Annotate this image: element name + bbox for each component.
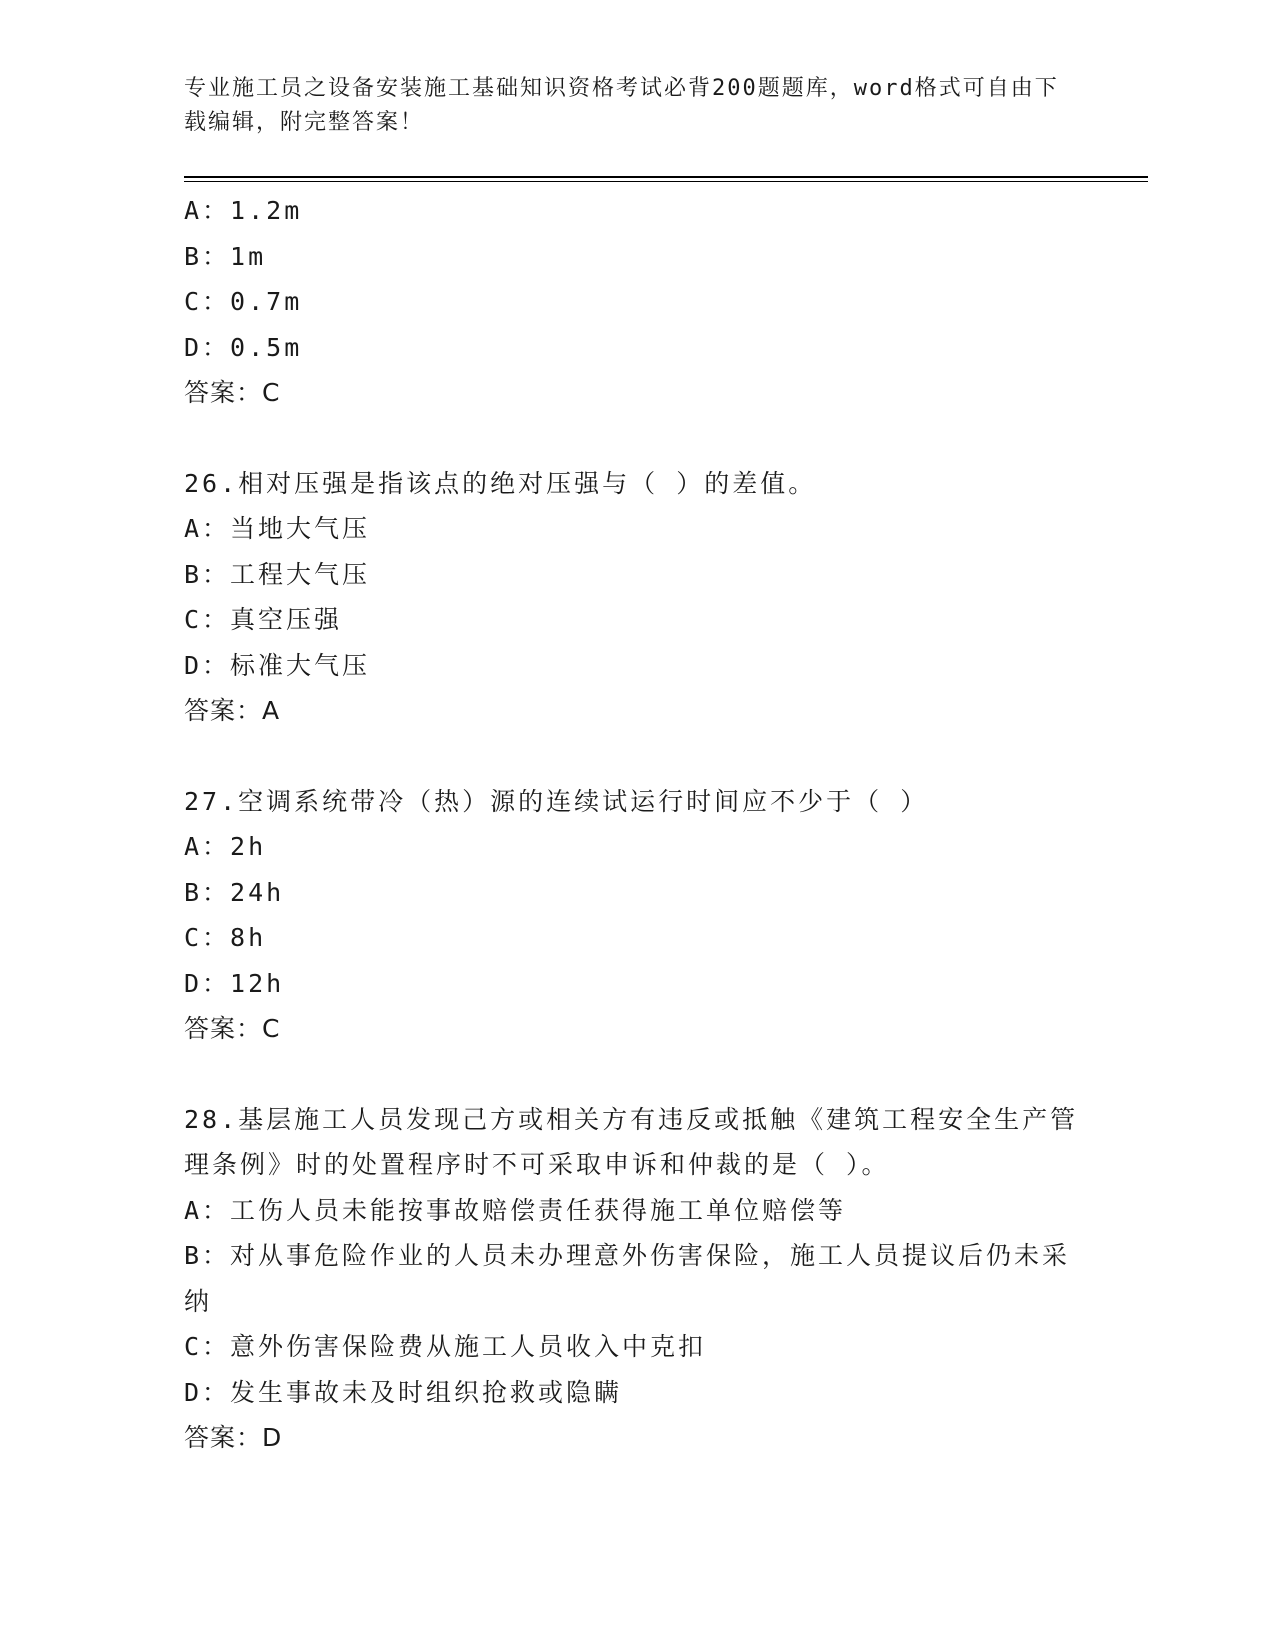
option-d: D：12h — [184, 968, 285, 998]
header-divider-thick — [184, 176, 1148, 178]
spacer — [184, 734, 1084, 779]
answer: 答案：C — [184, 378, 281, 407]
option-d: D：标准大气压 — [184, 650, 371, 680]
option-a: A：1.2m — [184, 196, 303, 225]
option-b: B：对从事危险作业的人员未办理意外伤害保险，施工人员提议后仍未采纳 — [184, 1241, 1071, 1316]
answer: 答案：C — [184, 1014, 281, 1043]
option-c: C：8h — [184, 923, 267, 952]
option-c: C：0.7m — [184, 287, 303, 316]
option-a: A：工伤人员未能按事故赔偿责任获得施工单位赔偿等 — [184, 1195, 847, 1225]
document-header: 专业施工员之设备安装施工基础知识资格考试必背200题题库，word格式可自由下载编辑，附完整答案！ — [184, 76, 1059, 135]
header-divider-thin — [184, 181, 1148, 182]
question-stem: 27.空调系统带冷（热）源的连续试运行时间应不少于（ ） — [184, 786, 929, 816]
option-b: B：工程大气压 — [184, 559, 371, 589]
answer: 答案：D — [184, 1423, 283, 1452]
question-27 — [184, 779, 1084, 1052]
option-c: C：意外伤害保险费从施工人员收入中克扣 — [184, 1332, 707, 1361]
question-list — [184, 188, 1084, 1461]
question-stem: 26.相对压强是指该点的绝对压强与（ ）的差值。 — [184, 468, 817, 498]
option-b: B：24h — [184, 877, 285, 907]
question-25 — [184, 188, 1084, 416]
answer: 答案：A — [184, 696, 281, 725]
option-c: C：真空压强 — [184, 605, 343, 634]
spacer — [184, 416, 1084, 461]
option-a: A：2h — [184, 832, 267, 861]
option-b: B：1m — [184, 241, 267, 271]
option-d: D：0.5m — [184, 332, 303, 362]
question-stem: 28.基层施工人员发现己方或相关方有违反或抵触《建筑工程安全生产管理条例》时的处置程序时不可采取申诉和仲裁的是（ ）。 — [184, 1104, 1079, 1179]
option-d: D：发生事故未及时组织抢救或隐瞒 — [184, 1377, 623, 1407]
question-26 — [184, 461, 1084, 734]
question-28 — [184, 1097, 1084, 1461]
option-a: A：当地大气压 — [184, 514, 371, 543]
spacer — [184, 1052, 1084, 1097]
